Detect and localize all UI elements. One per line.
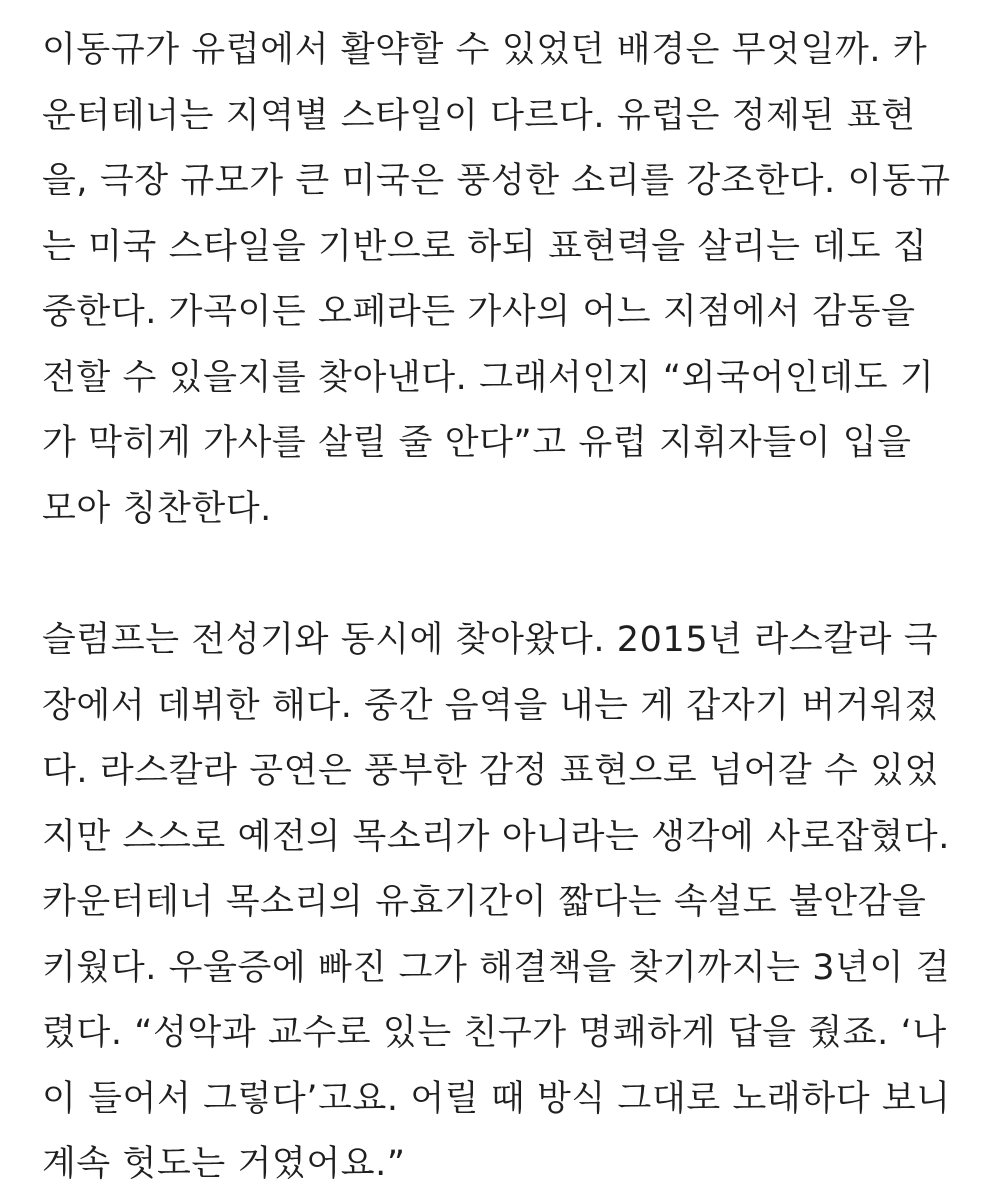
text-line: 카운터테너 목소리의 유효기간이 짧다는 속설도 불안감을 (42, 882, 927, 922)
text-line: 가 막히게 가사를 살릴 줄 안다”고 유럽 지휘자들이 입을 (42, 423, 912, 463)
text-line: 운터테너는 지역별 스타일이 다르다. 유럽은 정제된 표현 (42, 95, 916, 136)
text-line: 이동규가 유럽에서 활약할 수 있었던 배경은 무엇일까. 카 (42, 30, 928, 70)
paragraph-2 (42, 608, 982, 1198)
text-line: 슬럼프는 전성기와 동시에 찾아왔다. 2015년 라스칼라 극 (42, 620, 939, 660)
text-line: 전할 수 있을지를 찾아낸다. 그래서인지 “외국어인데도 기 (42, 357, 935, 398)
text-line: 키웠다. 우울증에 빠진 그가 해결책을 찾기까지는 3년이 걸 (42, 947, 951, 988)
text-line: 장에서 데뷔한 해다. 중간 음역을 내는 게 갑자기 버거워졌 (42, 685, 939, 726)
text-line: 중한다. 가곡이든 오페라든 가사의 어느 지점에서 감동을 (42, 292, 916, 332)
paragraph-1 (42, 18, 982, 542)
text-line: 모아 칭찬한다. (42, 488, 272, 529)
text-line: 을, 극장 규모가 큰 미국은 풍성한 소리를 강조한다. 이동규 (42, 161, 951, 201)
text-line: 지만 스스로 예전의 목소리가 아니라는 생각에 사로잡혔다. (42, 816, 950, 857)
text-line: 는 미국 스타일을 기반으로 하되 표현력을 살리는 데도 집 (42, 226, 928, 267)
text-line: 렸다. “성악과 교수로 있는 친구가 명쾌하게 답을 줬죠. ‘나 (42, 1013, 947, 1053)
text-line: 이 들어서 그렇다’고요. 어릴 때 방식 그대로 노래하다 보니 (42, 1078, 951, 1119)
text-line: 계속 헛도는 거였어요.” (42, 1144, 406, 1184)
text-line: 다. 라스칼라 공연은 풍부한 감정 표현으로 넘어갈 수 있었 (42, 751, 939, 791)
